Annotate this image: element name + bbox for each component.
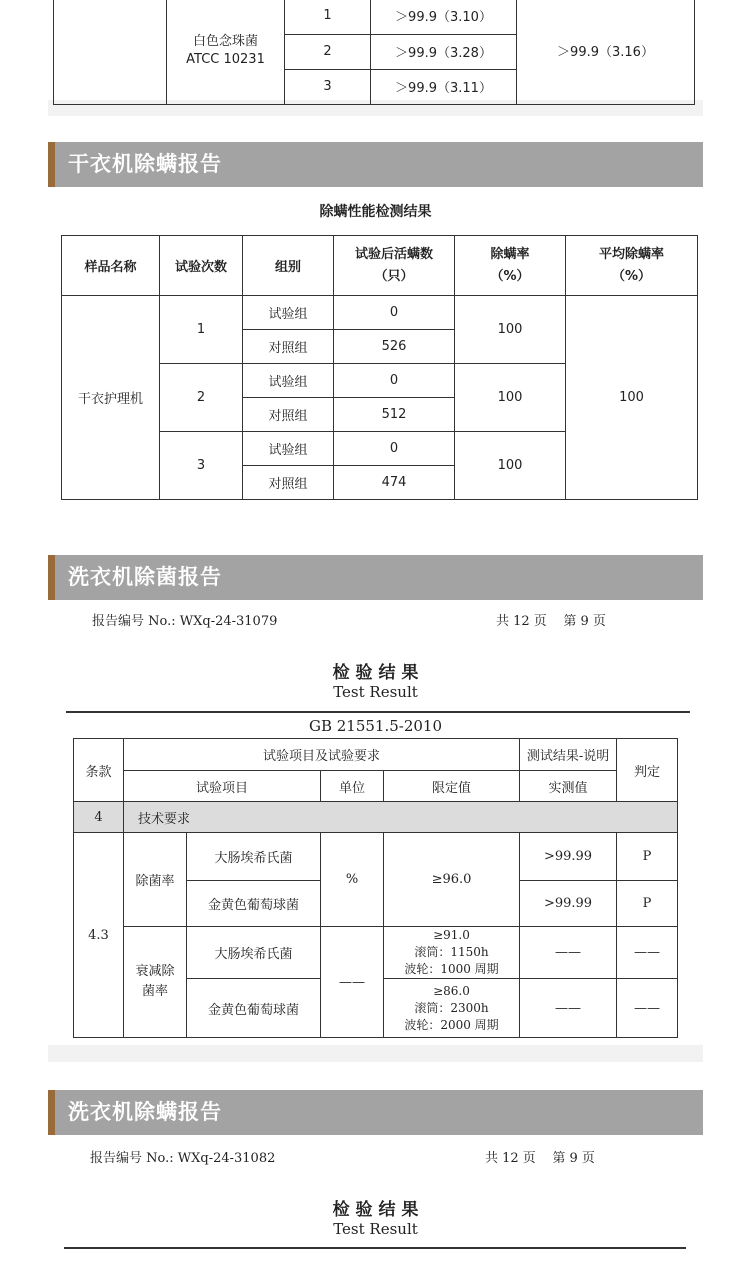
washer-bacteria-card: [48, 555, 703, 1062]
trial-no: 2: [160, 364, 243, 432]
trial-no: 1: [160, 296, 243, 364]
col-header: 试验次数: [160, 236, 243, 296]
result-title-en: Test Result: [333, 683, 418, 701]
strain-code: ATCC 10231: [186, 51, 265, 67]
unit-value: ——: [321, 927, 384, 1038]
strain-cell: [167, 0, 285, 104]
result-title-cn: 检 验 结 果: [332, 1200, 419, 1220]
limit-line: 波轮：2000 周期: [404, 1017, 499, 1032]
limit-line: ≥91.0: [433, 928, 470, 942]
removal-rate: 100: [455, 296, 566, 364]
limit-header: 限定值: [384, 771, 520, 802]
verdict-value: ——: [617, 927, 678, 979]
candida-result-table: [53, 0, 695, 105]
report-number: 报告编号 No.: WXq-24-31079: [92, 614, 278, 629]
removal-rate: 100: [455, 364, 566, 432]
washer-mite-sheet: [48, 1135, 703, 1261]
col-header: 试验后活螨数 （只）: [334, 236, 455, 296]
mite-count: 526: [334, 330, 455, 364]
group-name: [124, 927, 187, 1038]
col-header: 样品名称: [62, 236, 160, 296]
verdict-value: ——: [617, 979, 678, 1038]
mite-count: 512: [334, 398, 455, 432]
group-label: 对照组: [243, 330, 334, 364]
section-title: 洗衣机除螨报告: [68, 1100, 222, 1124]
unit-value: %: [321, 833, 384, 927]
top-table-card: [48, 0, 703, 116]
result-desc-header: 测试结果-说明: [520, 739, 617, 771]
group-label: 对照组: [243, 398, 334, 432]
section-header: [48, 1090, 703, 1135]
measured-value: ——: [520, 979, 617, 1038]
test-item: 金黄色葡萄球菌: [187, 881, 321, 927]
measured-header: 实测值: [520, 771, 617, 802]
section-title: 洗衣机除菌报告: [68, 565, 222, 589]
divider: [66, 711, 690, 713]
trial-cell: 1: [285, 0, 371, 34]
unit-header: 单位: [321, 771, 384, 802]
page-count: 共 12 页 第 9 页: [496, 614, 606, 629]
group-name: 除菌率: [124, 833, 187, 927]
test-item: 金黄色葡萄球菌: [187, 979, 321, 1038]
mite-count: 474: [334, 466, 455, 500]
section-header: [48, 142, 703, 187]
mite-count: 0: [334, 364, 455, 398]
trial-no: 3: [160, 432, 243, 500]
value-cell: ＞99.9（3.10）: [371, 0, 517, 34]
top-table-sheet: [48, 0, 703, 100]
trial-cell: 2: [285, 34, 371, 69]
verdict-value: P: [617, 881, 678, 927]
group-name-line: 菌率: [141, 984, 168, 999]
washer-bacteria-sheet: [48, 600, 703, 1045]
limit-line: ≥86.0: [433, 983, 470, 998]
table-title: 除螨性能检测结果: [319, 204, 432, 220]
measured-value: >99.99: [520, 833, 617, 881]
limit-line: 滚筒：2300h: [414, 1000, 489, 1015]
limit-line: 波轮：1000 周期: [404, 962, 499, 976]
group-label: 试验组: [243, 432, 334, 466]
average-rate: 100: [566, 296, 698, 500]
standard-label: GB 21551.5-2010: [308, 717, 443, 735]
divider: [64, 1247, 686, 1249]
limit-line: 滚筒：1150h: [414, 945, 489, 959]
verdict-header: 判定: [617, 739, 678, 802]
blank-cell: [54, 0, 167, 104]
measured-value: ——: [520, 927, 617, 979]
col-header: 除螨率 （%）: [455, 236, 566, 296]
group-label: 试验组: [243, 296, 334, 330]
mite-count: 0: [334, 432, 455, 466]
limit-value: [384, 927, 520, 979]
clause-no: 4.3: [74, 833, 124, 1038]
section-title: 干衣机除螨报告: [68, 152, 222, 176]
col-header: 平均除螨率 （%）: [566, 236, 698, 296]
strain-name: 白色念珠菌: [192, 33, 258, 49]
measured-value: >99.99: [520, 881, 617, 927]
mite-count: 0: [334, 296, 455, 330]
mite-result-table: [61, 235, 698, 500]
limit-value: ≥96.0: [384, 833, 520, 927]
group-name-line: 衰减除: [135, 964, 175, 979]
sample-name: 干衣护理机: [62, 296, 160, 500]
group-label: 试验组: [243, 364, 334, 398]
test-item: 大肠埃希氏菌: [187, 927, 321, 979]
section-no: 4: [74, 802, 124, 833]
verdict-value: P: [617, 833, 678, 881]
group-label: 对照组: [243, 466, 334, 500]
col-header: 组别: [243, 236, 334, 296]
average-cell: ＞99.9（3.16）: [517, 0, 695, 104]
trial-cell: 3: [285, 69, 371, 104]
removal-rate: 100: [455, 432, 566, 500]
result-title-cn: 检 验 结 果: [332, 663, 419, 683]
value-cell: ＞99.9（3.28）: [371, 34, 517, 69]
header-accent-bar: [48, 142, 55, 187]
test-item: 大肠埃希氏菌: [187, 833, 321, 881]
dryer-report-card: [48, 142, 703, 523]
washer-mite-card: [48, 1090, 703, 1261]
clause-header: 条款: [74, 739, 124, 802]
section-label: 技术要求: [124, 802, 678, 833]
items-req-header: 试验项目及试验要求: [124, 739, 520, 771]
dryer-report-sheet: [48, 187, 703, 523]
header-accent-bar: [48, 555, 55, 600]
item-header: 试验项目: [124, 771, 321, 802]
limit-value: [384, 979, 520, 1038]
result-title-en: Test Result: [333, 1220, 418, 1238]
header-accent-bar: [48, 1090, 55, 1135]
section-header: [48, 555, 703, 600]
page-count: 共 12 页 第 9 页: [485, 1151, 595, 1166]
value-cell: ＞99.9（3.11）: [371, 69, 517, 104]
report-number: 报告编号 No.: WXq-24-31082: [90, 1151, 276, 1166]
test-result-table: [73, 738, 678, 1038]
